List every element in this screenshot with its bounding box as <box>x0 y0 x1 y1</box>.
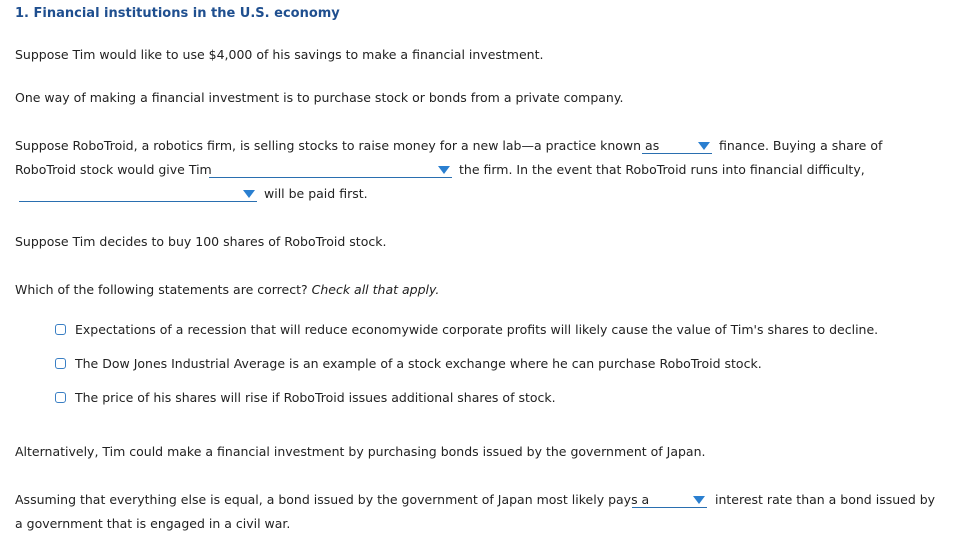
statement-option-3[interactable] <box>55 390 556 405</box>
statement-option-2[interactable] <box>55 356 762 371</box>
intro-paragraph: Suppose Tim would like to use $4,000 of his savings to make a financial investment. <box>15 47 544 62</box>
stock-bond-paragraph: One way of making a financial investment is to purchase stock or bonds from a private company. <box>15 90 624 105</box>
check-all-prompt <box>15 282 439 297</box>
checkbox-icon[interactable] <box>55 358 66 369</box>
question-title: 1. Financial institutions in the U.S. economy <box>15 6 340 21</box>
ownership-dropdown[interactable] <box>209 161 452 178</box>
interest-rate-dropdown[interactable] <box>632 491 707 508</box>
caret-down-icon <box>243 190 255 198</box>
bond-sentence-part-1: Assuming that everything else is equal, a bond issued by the government of Japan most likely pays a <box>15 492 650 507</box>
caret-down-icon <box>698 142 710 150</box>
caret-down-icon <box>693 496 705 504</box>
finance-type-dropdown[interactable] <box>642 137 712 154</box>
buy-shares-paragraph: Suppose Tim decides to buy 100 shares of RoboTroid stock. <box>15 234 387 249</box>
bond-sentence-part-3: a government that is engaged in a civil war. <box>15 516 291 531</box>
stock-sentence-part-4: the firm. In the event that RoboTroid runs into financial difficulty, <box>459 162 865 177</box>
prompt-text: Which of the following statements are correct? <box>15 282 308 297</box>
alternative-paragraph: Alternatively, Tim could make a financial investment by purchasing bonds issued by the government of Japan. <box>15 444 706 459</box>
stock-sentence-part-2: finance. Buying a share of <box>719 138 883 153</box>
prompt-instruction: Check all that apply. <box>311 282 440 297</box>
checkbox-icon[interactable] <box>55 324 66 335</box>
checkbox-icon[interactable] <box>55 392 66 403</box>
bond-sentence-part-2: interest rate than a bond issued by <box>715 492 936 507</box>
statement-label: The price of his shares will rise if RoboTroid issues additional shares of stock. <box>75 390 556 405</box>
stock-sentence-part-1: Suppose RoboTroid, a robotics firm, is selling stocks to raise money for a new lab—a practice known as <box>15 138 660 153</box>
statement-option-1[interactable] <box>55 322 878 337</box>
statement-label: Expectations of a recession that will reduce economywide corporate profits will likely cause the value of Tim's shares to decline. <box>75 322 879 337</box>
caret-down-icon <box>438 166 450 174</box>
statement-label: The Dow Jones Industrial Average is an example of a stock exchange where he can purchase RoboTroid stock. <box>75 356 762 371</box>
stock-sentence-part-5: will be paid first. <box>264 186 368 201</box>
stock-sentence-part-3: RoboTroid stock would give Tim <box>15 162 212 177</box>
paid-first-dropdown[interactable] <box>19 185 257 202</box>
